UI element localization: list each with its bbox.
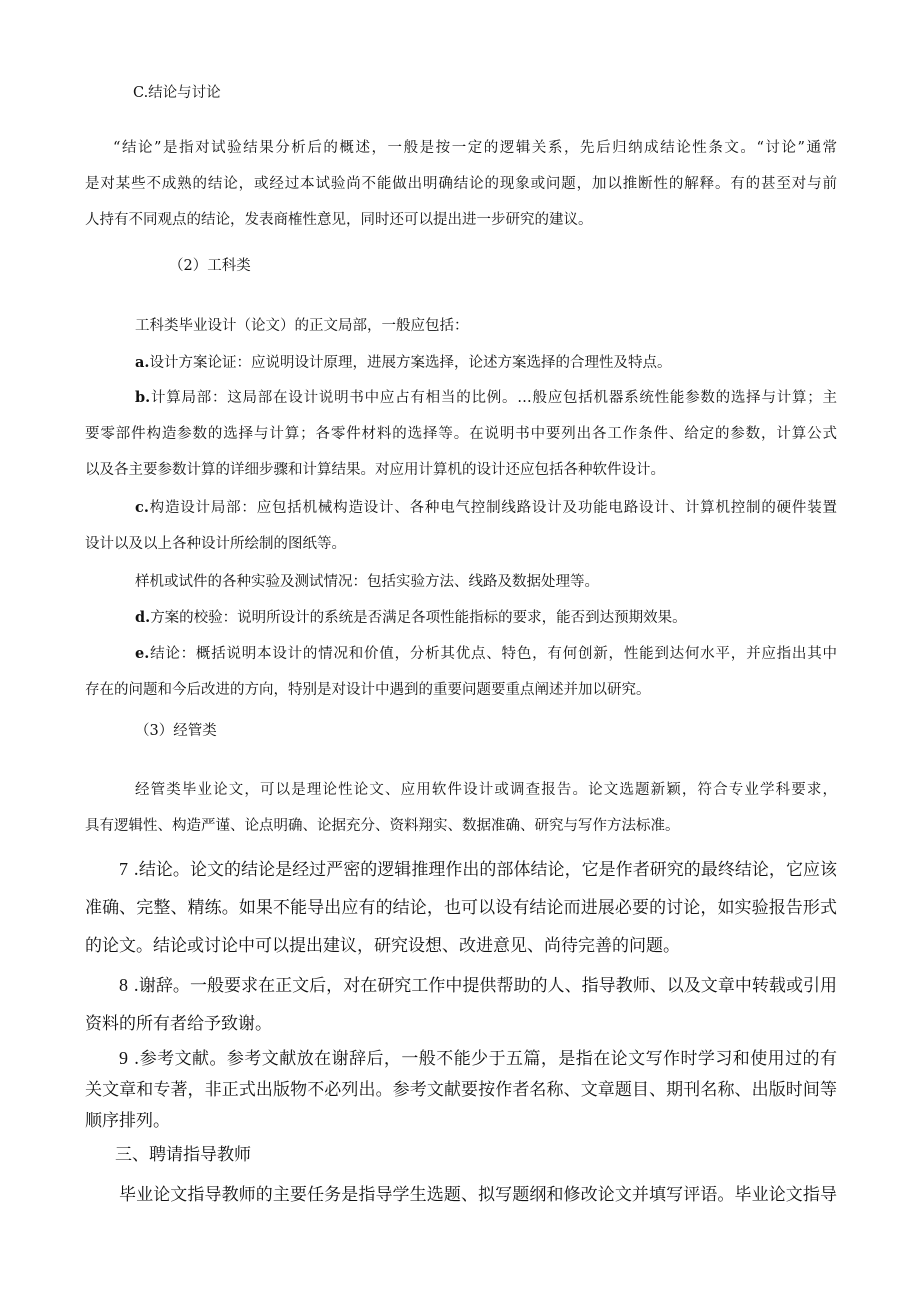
conclusion-paragraph: “结论”是指对试验结果分析后的概述，一般是按一定的逻辑关系，先后归纳成结论性条文。“讨论”通常 是对某些不成熟的结论，或经过本试验尚不能做出明确结论的现象或问题，加以推断性的解释。有的甚至对与前 人持有不同观点的结论，发表商榷性意见，同时还可以提出进一步研究的建议。 [85,140,837,228]
item-9-references: 9 .参考文献。参考文献放在谢辞后，一般不能少于五篇，是指在论文写作时学习和使用过的有 关文章和专著，非正式出版物不必列出。参考文献要按作者名称、文章题目、期刊名称、出版时间等 顺序排列。 [85,1048,837,1131]
engineering-item-a: a.设计方案论证：应说明设计原理，进展方案选择，论述方案选择的合理性及特点。 [135,354,672,371]
section-3-paragraph: 毕业论文指导教师的主要任务是指导学生选题、拟写题纲和修改论文并填写评语。毕业论文指导 [119,1185,837,1205]
item-7-conclusion: 7 .结论。论文的结论是经过严密的逻辑推理作出的部体结论，它是作者研究的最终结论，它应该 准确、完整、精练。如果不能导出应有的结论，也可以设有结论而进展必要的讨论，如实验报告形式 的论文。结论或讨论中可以提出建议，研究设想、改进意见、尚待完善的问题。 [85,859,837,956]
section-3-heading: 三、聘请指导教师 [115,1145,251,1165]
engineering-item-d: d.方案的校验：说明所设计的系统是否满足各项性能指标的要求，能否到达预期效果。 [135,609,687,626]
engineering-item-b: b.计算局部：这局部在设计说明书中应占有相当的比例。…般应包括机器系统性能参数的选择与计算；主 要零部件构造参数的选择与计算；各零件材料的选择等。在说明书中要列出各工作条件、给定的参数，计算公式 以及各主要参数计算的详细步骤和计算结果。对应用计算机的设计还应包括各种软件设计。 [85,389,837,478]
engineering-item-e: e.结论：概括说明本设计的情况和价值，分析其优点、特色，有何创新，性能到达何水平，并应指出其中 存在的问题和今后改进的方向，特别是对设计中遇到的重要问题要重点阐述并加以研究。 [85,645,837,698]
engineering-item-c: c.构造设计局部：应包括机械构造设计、各种电气控制线路设计及功能电路设计、计算机控制的硬件装置 设计以及以上各种设计所绘制的图纸等。 [85,499,837,552]
management-heading: （3）经管类 [135,723,217,739]
section-c-heading: C.结论与讨论 [133,85,221,101]
item-8-acknowledgement: 8 .谢辞。一般要求在正文后，对在研究工作中提供帮助的人、指导教师、以及文章中转载或引用 资料的所有者给予致谢。 [85,975,837,1034]
engineering-heading: （2）工科类 [169,258,251,274]
management-paragraph: 经管类毕业论文，可以是理论性论文、应用软件设计或调查报告。论文选题新颖，符合专业学科要求， 具有逻辑性、构造严谨、论点明确、论据充分、资料翔实、数据准确、研究与写作方法标准。 [85,782,837,834]
engineering-sample-line: 样机或试件的各种实验及测试情况：包括实验方法、线路及数据处理等。 [135,574,599,590]
engineering-intro: 工科类毕业设计（论文）的正文局部，一般应包括： [135,318,469,334]
